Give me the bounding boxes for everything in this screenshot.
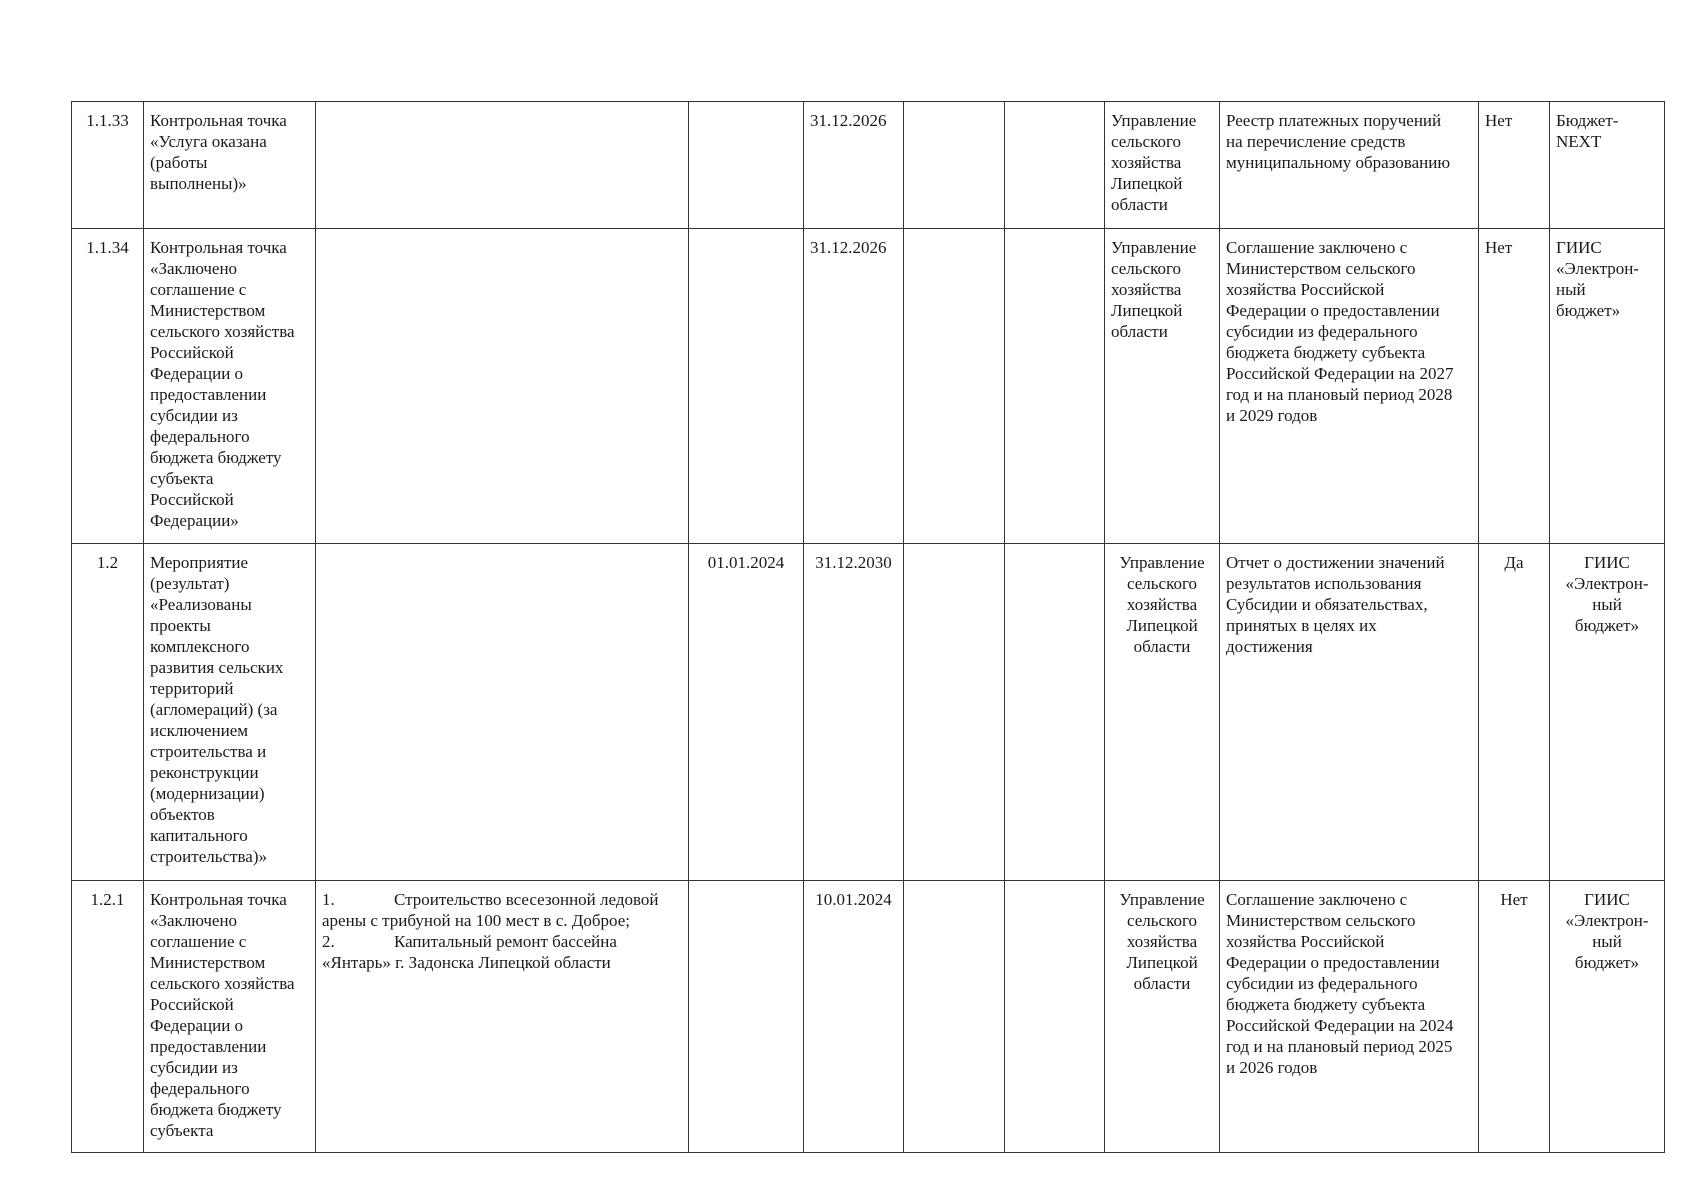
row-name: Контрольная точка «Заключено соглашение с Министерством сельского хозяйства Российской Федерации о предоставлении субсидии из федерального бюджета бюджету субъекта Российской Федерации»	[144, 229, 316, 544]
row-name: Мероприятие (результат) «Реализованы проекты комплексного развития сельских территорий (агломераций) (за исключением строительства и реконструкции (модернизации) объектов капитального строительства)»	[144, 544, 316, 881]
row-flag: Нет	[1479, 881, 1550, 1153]
row-responsible: Управление сельского хозяйства Липецкой области	[1105, 544, 1220, 881]
row-empty-col-6	[904, 229, 1005, 544]
table-row	[72, 102, 1665, 229]
row-document: Соглашение заключено с Министерством сельского хозяйства Российской Федерации о предоставлении субсидии из федерального бюджета бюджету субъекта Российской Федерации на 2024 год и на плановый период 2025 и 2026 годов	[1220, 881, 1479, 1153]
row-empty-col-6	[904, 881, 1005, 1153]
row-responsible: Управление сельского хозяйства Липецкой области	[1105, 881, 1220, 1153]
row-end-date: 31.12.2026	[804, 102, 904, 229]
row-start-date	[689, 881, 804, 1153]
row-number: 1.1.33	[72, 102, 144, 229]
row-end-date: 31.12.2026	[804, 229, 904, 544]
row-empty-col-6	[904, 544, 1005, 881]
row-start-date	[689, 229, 804, 544]
object-list-text: Строительство всесезонной ледовой арены с трибуной на 100 мест в с. Доброе;	[322, 890, 659, 930]
row-document: Реестр платежных поручений на перечисление средств муниципальному образованию	[1220, 102, 1479, 229]
row-number: 1.2.1	[72, 881, 144, 1153]
row-document: Соглашение заключено с Министерством сельского хозяйства Российской Федерации о предоставлении субсидии из федерального бюджета бюджету субъекта Российской Федерации на 2027 год и на плановый период 2028 и 2029 годов	[1220, 229, 1479, 544]
object-list-text: Капитальный ремонт бассейна «Янтарь» г. Задонска Липецкой области	[322, 932, 617, 972]
row-empty-col-7	[1005, 102, 1105, 229]
table-row	[72, 544, 1665, 881]
row-system: ГИИС «Электрон- ный бюджет»	[1550, 229, 1665, 544]
table-row	[72, 229, 1665, 544]
row-empty-col-7	[1005, 229, 1105, 544]
row-empty-col-7	[1005, 881, 1105, 1153]
row-responsible: Управление сельского хозяйства Липецкой области	[1105, 229, 1220, 544]
row-number: 1.1.34	[72, 229, 144, 544]
row-end-date: 10.01.2024	[804, 881, 904, 1153]
row-objects	[316, 229, 689, 544]
row-flag: Да	[1479, 544, 1550, 881]
object-list-item	[322, 931, 682, 973]
row-flag: Нет	[1479, 102, 1550, 229]
object-list-number: 2.	[322, 932, 335, 951]
row-objects	[316, 544, 689, 881]
row-system: ГИИС «Электрон- ный бюджет»	[1550, 881, 1665, 1153]
row-objects	[316, 881, 689, 1153]
row-objects	[316, 102, 689, 229]
row-flag: Нет	[1479, 229, 1550, 544]
row-name: Контрольная точка «Заключено соглашение с Министерством сельского хозяйства Российской Федерации о предоставлении субсидии из федерального бюджета бюджету субъекта	[144, 881, 316, 1153]
row-start-date: 01.01.2024	[689, 544, 804, 881]
row-empty-col-7	[1005, 544, 1105, 881]
row-empty-col-6	[904, 102, 1005, 229]
plan-table	[71, 101, 1665, 1153]
table-row	[72, 881, 1665, 1153]
object-list-number: 1.	[322, 890, 335, 909]
row-document: Отчет о достижении значений результатов использования Субсидии и обязательствах, принятых в целях их достижения	[1220, 544, 1479, 881]
row-start-date	[689, 102, 804, 229]
row-system: Бюджет- NEXT	[1550, 102, 1665, 229]
row-system: ГИИС «Электрон- ный бюджет»	[1550, 544, 1665, 881]
row-name: Контрольная точка «Услуга оказана (работы выполнены)»	[144, 102, 316, 229]
object-list-item	[322, 889, 682, 931]
row-end-date: 31.12.2030	[804, 544, 904, 881]
row-number: 1.2	[72, 544, 144, 881]
row-responsible: Управление сельского хозяйства Липецкой области	[1105, 102, 1220, 229]
